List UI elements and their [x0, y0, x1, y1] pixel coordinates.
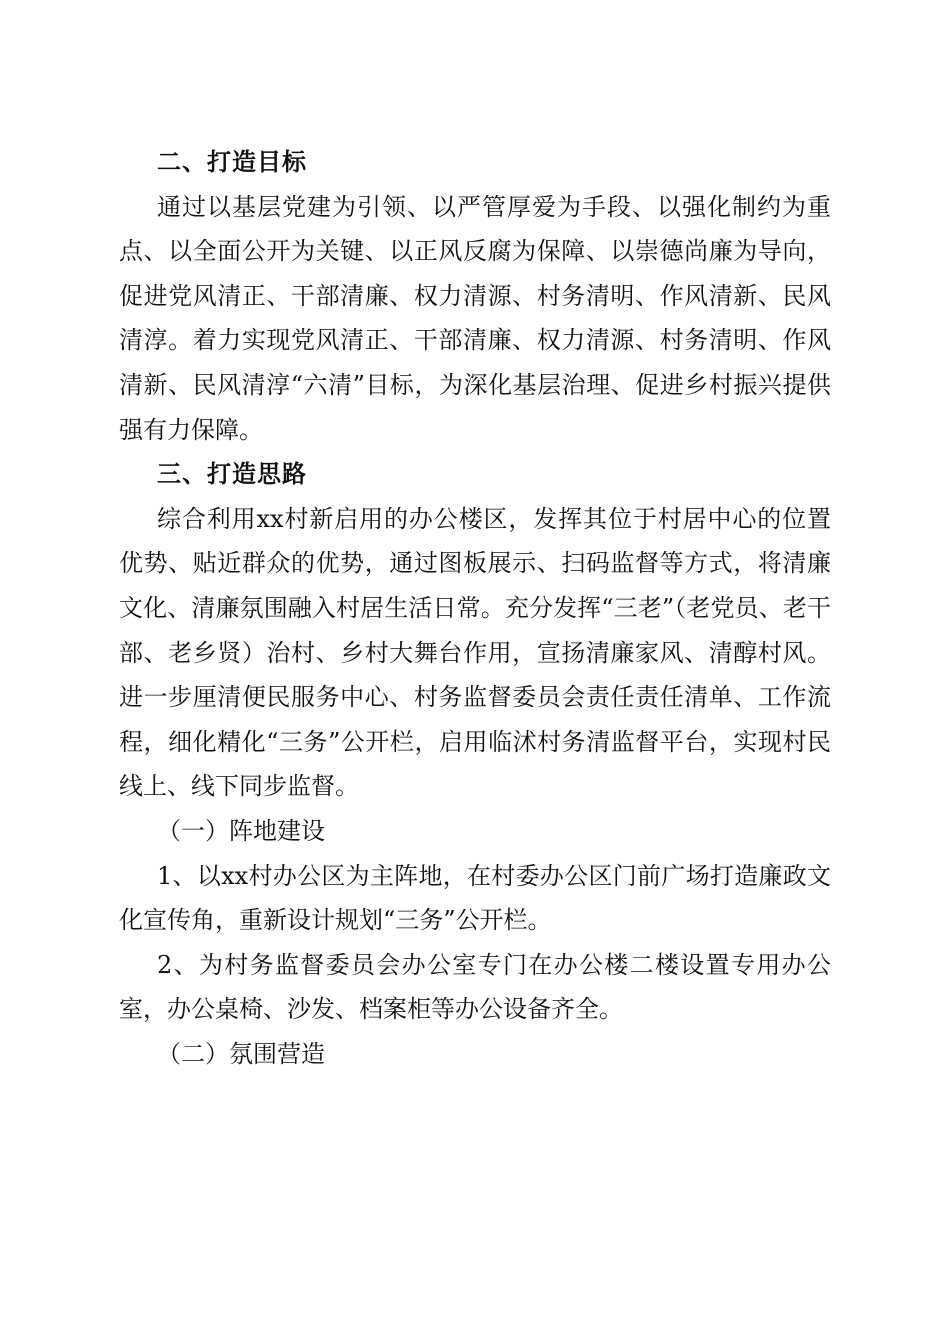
goals-paragraph: 通过以基层党建为引领、以严管厚爱为手段、以强化制约为重点、以全面公开为关键、以正风反腐为保障、以崇德尚廉为导向，促进党风清正、干部清廉、权力清源、村务清明、作风清新、民风清淳。着力实现党风清正、干部清廉、权力清源、村务清明、作风清新、民风清淳“六清”目标，为深化基层治理、促进乡村振兴提供强有力保障。 — [119, 192, 831, 444]
position-building-item-1: 1、以xx村办公区为主阵地，在村委办公区门前广场打造廉政文化宣传角，重新设计规划“三务”公开栏。 — [119, 861, 831, 935]
approach-paragraph: 综合利用xx村新启用的办公楼区，发挥其位于村居中心的位置优势、贴近群众的优势，通过图板展示、扫码监督等方式，将清廉文化、清廉氛围融入村居生活日常。充分发挥“三老”（老党员、老干部、老乡贤）治村、乡村大舞台作用，宣扬清廉家风、清醇村风。进一步厘清便民服务中心、村务监督委员会责任责任清单、工作流程，细化精化“三务”公开栏，启用临沭村务清监督平台，实现村民线上、线下同步监督。 — [119, 504, 831, 801]
subsection-heading-position-building: （一）阵地建设 — [157, 816, 325, 845]
section-heading-approach: 三、打造思路 — [157, 459, 307, 489]
section-heading-goals: 二、打造目标 — [157, 147, 307, 176]
subsection-heading-atmosphere: （二）氛围营造 — [157, 1039, 325, 1068]
document-body — [119, 140, 831, 1076]
position-building-item-2: 2、为村务监督委员会办公室专门在办公楼二楼设置专用办公室，办公桌椅、沙发、档案柜等办公设备齐全。 — [119, 950, 831, 1024]
